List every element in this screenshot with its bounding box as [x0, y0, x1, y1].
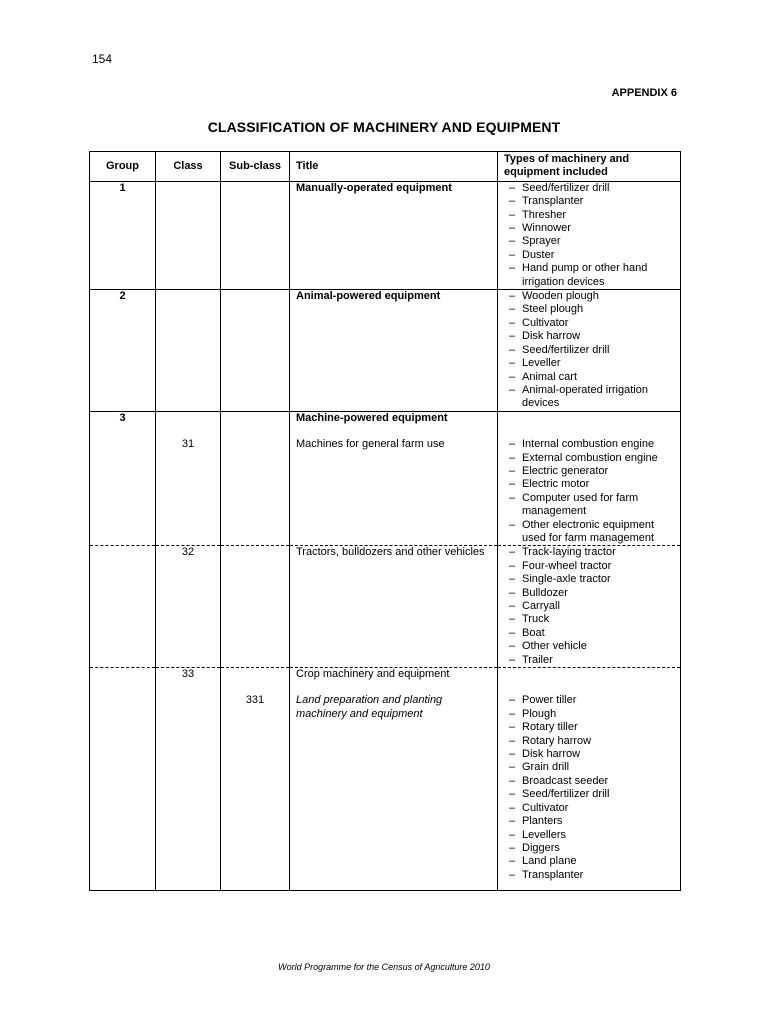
spacer-row: [90, 425, 681, 438]
list-item: – Four-wheel tractor: [504, 560, 674, 573]
list-item: – Winnower: [504, 222, 674, 235]
list-item: – Animal-operated irrigation devices: [504, 384, 674, 411]
table-row: [90, 438, 681, 546]
cell-title: Manually-operated equipment: [290, 181, 498, 289]
types-list: [504, 546, 674, 667]
cell-subclass: [221, 438, 290, 546]
page-number: 154: [92, 52, 113, 66]
list-item: – Land plane: [504, 855, 674, 868]
table-row: [90, 181, 681, 289]
types-list: [504, 438, 674, 545]
cell-title: Machines for general farm use: [290, 438, 498, 546]
list-item: – Disk harrow: [504, 748, 674, 761]
cell-title: Machine-powered equipment: [290, 411, 498, 425]
types-list: [504, 694, 674, 882]
types-list: [504, 290, 674, 411]
list-item: – Transplanter: [504, 195, 674, 208]
list-item: – Trailer: [504, 654, 674, 667]
cell-types: [498, 411, 681, 425]
list-item: – Sprayer: [504, 235, 674, 248]
cell-subclass: [221, 668, 290, 682]
header-subclass: Sub-class: [221, 152, 290, 182]
header-title: Title: [290, 152, 498, 182]
list-item: – Thresher: [504, 209, 674, 222]
list-item: – Leveller: [504, 357, 674, 370]
list-item: – Rotary tiller: [504, 721, 674, 734]
cell-types: [498, 546, 681, 668]
list-item: – Plough: [504, 708, 674, 721]
table-row: [90, 290, 681, 412]
classification-table: [89, 151, 681, 891]
list-item: – Disk harrow: [504, 330, 674, 343]
header-group: Group: [90, 152, 156, 182]
list-item: – Seed/fertilizer drill: [504, 344, 674, 357]
cell-types: [498, 290, 681, 412]
cell-class: 33: [156, 668, 221, 682]
cell-title: Crop machinery and equipment: [290, 668, 498, 682]
types-list: [504, 182, 674, 289]
list-item: – Track-laying tractor: [504, 546, 674, 559]
table-header-row: [90, 152, 681, 182]
cell-class: 31: [156, 438, 221, 546]
list-item: – Animal cart: [504, 371, 674, 384]
list-item: – Wooden plough: [504, 290, 674, 303]
cell-group: [90, 694, 156, 890]
cell-title: Animal-powered equipment: [290, 290, 498, 412]
list-item: – Hand pump or other hand irrigation devices: [504, 262, 674, 289]
cell-subclass: [221, 546, 290, 668]
table-row: [90, 668, 681, 682]
cell-subclass: [221, 181, 290, 289]
list-item: – Planters: [504, 815, 674, 828]
cell-group: 3: [90, 411, 156, 425]
list-item: – Power tiller: [504, 694, 674, 707]
list-item: – Electric generator: [504, 465, 674, 478]
document-title: CLASSIFICATION OF MACHINERY AND EQUIPMENT: [207, 119, 561, 135]
header-types: Types of machinery and equipment included: [498, 152, 681, 182]
list-item: – Carryall: [504, 600, 674, 613]
list-item: – Transplanter: [504, 869, 674, 882]
list-item: – External combustion engine: [504, 452, 674, 465]
list-item: – Seed/fertilizer drill: [504, 182, 674, 195]
list-item: – Levellers: [504, 829, 674, 842]
cell-subclass: 331: [221, 694, 290, 890]
list-item: – Electric motor: [504, 478, 674, 491]
cell-types: [498, 438, 681, 546]
cell-types: [498, 181, 681, 289]
cell-types: [498, 668, 681, 682]
cell-group: [90, 438, 156, 546]
cell-subclass: [221, 290, 290, 412]
list-item: – Duster: [504, 249, 674, 262]
page-footer: World Programme for the Census of Agriculture 2010: [278, 962, 490, 972]
list-item: – Grain drill: [504, 761, 674, 774]
list-item: – Cultivator: [504, 317, 674, 330]
cell-class: [156, 290, 221, 412]
cell-class: [156, 181, 221, 289]
table-row: [90, 546, 681, 668]
list-item: – Bulldozer: [504, 587, 674, 600]
appendix-label: APPENDIX 6: [611, 87, 677, 99]
list-item: – Internal combustion engine: [504, 438, 674, 451]
list-item: – Seed/fertilizer drill: [504, 788, 674, 801]
cell-subclass: [221, 411, 290, 425]
spacer-row: [90, 681, 681, 694]
cell-group: 2: [90, 290, 156, 412]
list-item: – Computer used for farm management: [504, 492, 674, 519]
list-item: – Broadcast seeder: [504, 775, 674, 788]
cell-class: [156, 411, 221, 425]
cell-group: [90, 546, 156, 668]
table-row: [90, 411, 681, 425]
list-item: – Boat: [504, 627, 674, 640]
cell-group: [90, 668, 156, 682]
cell-title: Land preparation and planting machinery and equipment: [290, 694, 498, 890]
cell-group: 1: [90, 181, 156, 289]
cell-types: [498, 694, 681, 890]
list-item: – Steel plough: [504, 303, 674, 316]
list-item: – Cultivator: [504, 802, 674, 815]
list-item: – Single-axle tractor: [504, 573, 674, 586]
list-item: – Other electronic equipment used for farm management: [504, 519, 674, 546]
list-item: – Other vehicle: [504, 640, 674, 653]
cell-title: Tractors, bulldozers and other vehicles: [290, 546, 498, 668]
list-item: – Rotary harrow: [504, 735, 674, 748]
list-item: – Diggers: [504, 842, 674, 855]
header-class: Class: [156, 152, 221, 182]
table-row: [90, 694, 681, 890]
cell-class: 32: [156, 546, 221, 668]
cell-class: [156, 694, 221, 890]
list-item: – Truck: [504, 613, 674, 626]
